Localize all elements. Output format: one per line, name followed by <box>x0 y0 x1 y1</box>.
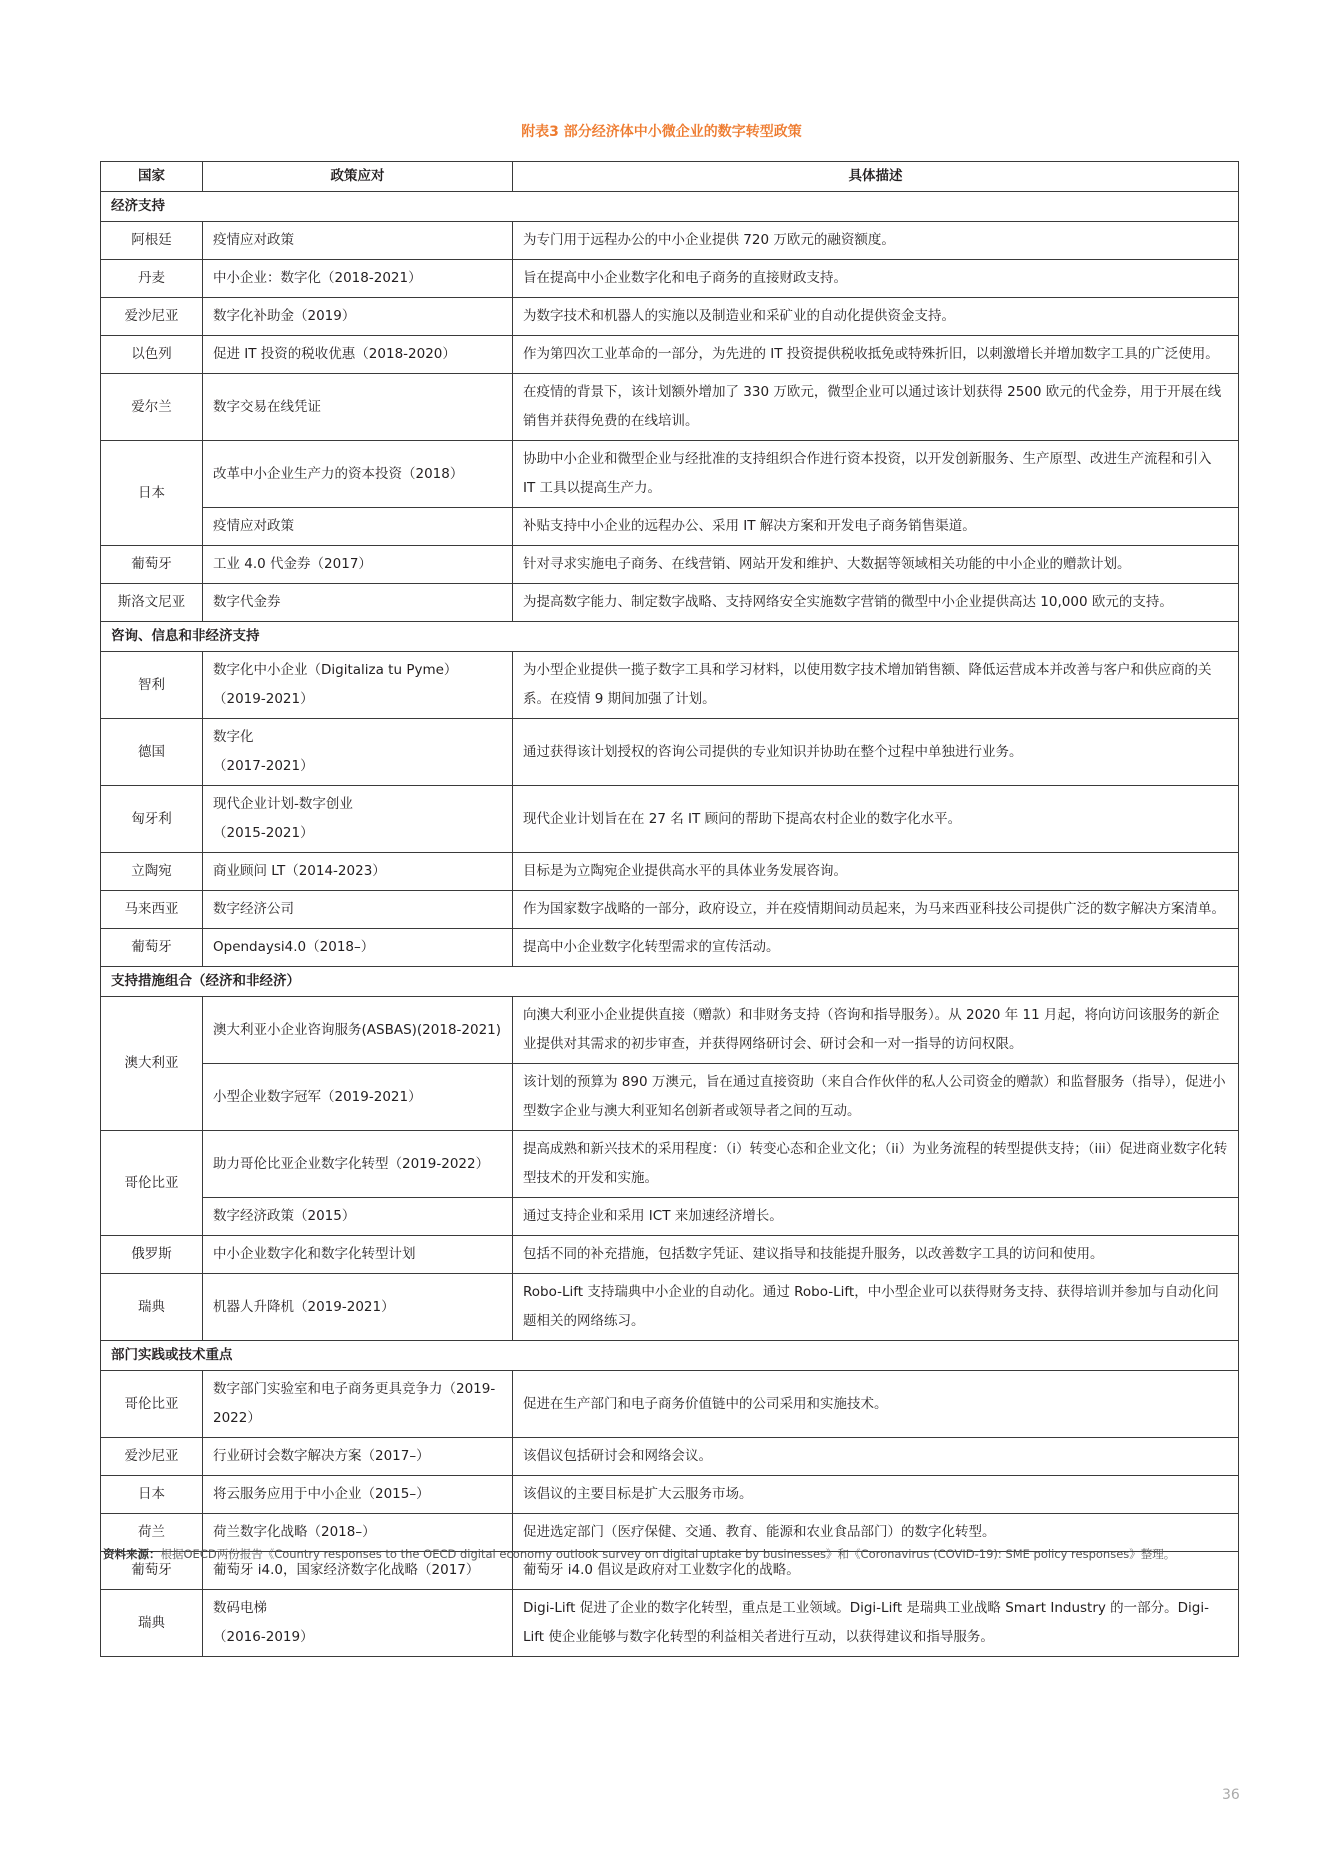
table-row <box>101 652 1239 719</box>
country-cell: 哥伦比亚 <box>101 1371 203 1438</box>
policy-cell: 数字部门实验室和电子商务更具竞争力（2019-2022） <box>203 1371 513 1438</box>
page-number: 36 <box>1222 1787 1240 1803</box>
country-cell: 德国 <box>101 719 203 786</box>
policy-cell: 现代企业计划-数字创业 （2015-2021） <box>203 786 513 853</box>
policy-cell: 将云服务应用于中小企业（2015–） <box>203 1476 513 1514</box>
policy-cell: 工业 4.0 代金券（2017） <box>203 546 513 584</box>
policy-cell: 商业顾问 LT（2014-2023） <box>203 853 513 891</box>
table-row <box>101 786 1239 853</box>
description-cell: 作为国家数字战略的一部分，政府设立，并在疫情期间动员起来，为马来西亚科技公司提供广泛的数字解决方案清单。 <box>513 891 1239 929</box>
country-cell: 马来西亚 <box>101 891 203 929</box>
description-cell: 为小型企业提供一揽子数字工具和学习材料，以使用数字技术增加销售额、降低运营成本并改善与客户和供应商的关系。在疫情 9 期间加强了计划。 <box>513 652 1239 719</box>
country-cell: 爱沙尼亚 <box>101 1438 203 1476</box>
description-cell: 促进在生产部门和电子商务价值链中的公司采用和实施技术。 <box>513 1371 1239 1438</box>
country-cell: 斯洛文尼亚 <box>101 584 203 622</box>
table-row <box>101 298 1239 336</box>
policy-cell: 数字化 （2017-2021） <box>203 719 513 786</box>
table-row <box>101 508 1239 546</box>
table-row <box>101 1438 1239 1476</box>
policy-table <box>100 161 1239 1657</box>
policy-cell: 疫情应对政策 <box>203 222 513 260</box>
source-label: 资料来源： <box>103 1547 161 1561</box>
policy-cell: 中小企业数字化和数字化转型计划 <box>203 1236 513 1274</box>
description-cell: 现代企业计划旨在在 27 名 IT 顾问的帮助下提高农村企业的数字化水平。 <box>513 786 1239 853</box>
table-title: 附表3 部分经济体中小微企业的数字转型政策 <box>521 124 802 140</box>
policy-cell: 中小企业：数字化（2018-2021） <box>203 260 513 298</box>
policy-cell: 澳大利亚小企业咨询服务(ASBAS)(2018-2021) <box>203 997 513 1064</box>
policy-cell: 机器人升降机（2019-2021） <box>203 1274 513 1341</box>
description-cell: 为数字技术和机器人的实施以及制造业和采矿业的自动化提供资金支持。 <box>513 298 1239 336</box>
country-cell: 爱沙尼亚 <box>101 298 203 336</box>
description-cell: 通过支持企业和采用 ICT 来加速经济增长。 <box>513 1198 1239 1236</box>
description-cell: 包括不同的补充措施，包括数字凭证、建议指导和技能提升服务，以改善数字工具的访问和使用。 <box>513 1236 1239 1274</box>
policy-cell: 数字代金券 <box>203 584 513 622</box>
policy-cell: 数字交易在线凭证 <box>203 374 513 441</box>
country-cell: 瑞典 <box>101 1590 203 1657</box>
description-cell: 为专门用于远程办公的中小企业提供 720 万欧元的融资额度。 <box>513 222 1239 260</box>
country-cell: 立陶宛 <box>101 853 203 891</box>
header-description: 具体描述 <box>513 162 1239 192</box>
policy-cell: 促进 IT 投资的税收优惠（2018-2020） <box>203 336 513 374</box>
table-row <box>101 1590 1239 1657</box>
description-cell: 提高成熟和新兴技术的采用程度：（i）转变心态和企业文化；（ii）为业务流程的转型提供支持；（iii）促进商业数字化转型技术的开发和实施。 <box>513 1131 1239 1198</box>
description-cell: 通过获得该计划授权的咨询公司提供的专业知识并协助在整个过程中单独进行业务。 <box>513 719 1239 786</box>
description-cell: 该计划的预算为 890 万澳元，旨在通过直接资助（来自合作伙伴的私人公司资金的赠款）和监督服务（指导），促进小型数字企业与澳大利亚知名创新者或领导者之间的互动。 <box>513 1064 1239 1131</box>
table-row <box>101 1064 1239 1131</box>
table-row <box>101 1131 1239 1198</box>
table-row <box>101 222 1239 260</box>
country-cell: 哥伦比亚 <box>101 1131 203 1236</box>
section-row <box>101 622 1239 652</box>
table-row <box>101 853 1239 891</box>
section-title: 支持措施组合（经济和非经济） <box>101 967 1239 997</box>
table-row <box>101 260 1239 298</box>
policy-cell: 疫情应对政策 <box>203 508 513 546</box>
country-cell: 智利 <box>101 652 203 719</box>
country-cell: 日本 <box>101 1476 203 1514</box>
description-cell: 目标是为立陶宛企业提供高水平的具体业务发展咨询。 <box>513 853 1239 891</box>
policy-cell: Opendaysi4.0（2018–） <box>203 929 513 967</box>
description-cell: Digi-Lift 促进了企业的数字化转型，重点是工业领域。Digi-Lift 是瑞典工业战略 Smart Industry 的一部分。Digi-Lift 使企业能够与数字化转型的利益相关者进行互动，以获得建议和指导服务。 <box>513 1590 1239 1657</box>
policy-cell: 助力哥伦比亚企业数字化转型（2019-2022） <box>203 1131 513 1198</box>
table-row <box>101 1371 1239 1438</box>
description-cell: 促进选定部门（医疗保健、交通、教育、能源和农业食品部门）的数字化转型。 <box>513 1514 1239 1552</box>
description-cell: 该倡议包括研讨会和网络会议。 <box>513 1438 1239 1476</box>
table-row <box>101 1236 1239 1274</box>
table-row <box>101 929 1239 967</box>
description-cell: 协助中小企业和微型企业与经批准的支持组织合作进行资本投资，以开发创新服务、生产原型、改进生产流程和引入 IT 工具以提高生产力。 <box>513 441 1239 508</box>
description-cell: 作为第四次工业革命的一部分，为先进的 IT 投资提供税收抵免或特殊折旧，以刺激增长并增加数字工具的广泛使用。 <box>513 336 1239 374</box>
description-cell: 针对寻求实施电子商务、在线营销、网站开发和维护、大数据等领域相关功能的中小企业的赠款计划。 <box>513 546 1239 584</box>
policy-cell: 数字经济政策（2015） <box>203 1198 513 1236</box>
description-cell: 补贴支持中小企业的远程办公、采用 IT 解决方案和开发电子商务销售渠道。 <box>513 508 1239 546</box>
country-cell: 荷兰 <box>101 1514 203 1552</box>
header-policy: 政策应对 <box>203 162 513 192</box>
country-cell: 澳大利亚 <box>101 997 203 1131</box>
table-row <box>101 374 1239 441</box>
policy-cell: 小型企业数字冠军（2019-2021） <box>203 1064 513 1131</box>
country-cell: 葡萄牙 <box>101 546 203 584</box>
country-cell: 葡萄牙 <box>101 929 203 967</box>
table-row <box>101 1274 1239 1341</box>
description-cell: 葡萄牙 i4.0 倡议是政府对工业数字化的战略。 <box>513 1552 1239 1590</box>
description-cell: 提高中小企业数字化转型需求的宣传活动。 <box>513 929 1239 967</box>
section-title: 部门实践或技术重点 <box>101 1341 1239 1371</box>
policy-cell: 数字化补助金（2019） <box>203 298 513 336</box>
country-cell: 丹麦 <box>101 260 203 298</box>
policy-cell: 数字化中小企业（Digitaliza tu Pyme）（2019-2021） <box>203 652 513 719</box>
description-cell: 旨在提高中小企业数字化和电子商务的直接财政支持。 <box>513 260 1239 298</box>
table-header-row <box>101 162 1239 192</box>
country-cell: 爱尔兰 <box>101 374 203 441</box>
policy-cell: 数字经济公司 <box>203 891 513 929</box>
country-cell: 以色列 <box>101 336 203 374</box>
description-cell: 向澳大利亚小企业提供直接（赠款）和非财务支持（咨询和指导服务）。从 2020 年 11 月起，将向访问该服务的新企业提供对其需求的初步审查，并获得网络研讨会、研讨会和一对一指导的访问权限。 <box>513 997 1239 1064</box>
policy-cell: 荷兰数字化战略（2018–） <box>203 1514 513 1552</box>
description-cell: Robo-Lift 支持瑞典中小企业的自动化。通过 Robo-Lift，中小型企业可以获得财务支持、获得培训并参加与自动化问题相关的网络练习。 <box>513 1274 1239 1341</box>
description-cell: 该倡议的主要目标是扩大云服务市场。 <box>513 1476 1239 1514</box>
table-row <box>101 891 1239 929</box>
table-row <box>101 546 1239 584</box>
table-row <box>101 997 1239 1064</box>
table-row <box>101 1476 1239 1514</box>
source-note <box>103 1546 1233 1562</box>
policy-cell: 数码电梯 （2016-2019） <box>203 1590 513 1657</box>
table-row <box>101 1198 1239 1236</box>
section-row <box>101 192 1239 222</box>
section-row <box>101 967 1239 997</box>
country-cell: 日本 <box>101 441 203 546</box>
source-text: 根据OECD两份报告《Country responses to the OECD digital economy outlook survey on digital uptake by businesses》和《Coronavirus (COVID-19): SME policy responses》整理。 <box>160 1547 1176 1561</box>
section-title: 经济支持 <box>101 192 1239 222</box>
section-row <box>101 1341 1239 1371</box>
table-row <box>101 584 1239 622</box>
country-cell: 匈牙利 <box>101 786 203 853</box>
header-country: 国家 <box>101 162 203 192</box>
country-cell: 阿根廷 <box>101 222 203 260</box>
table-row <box>101 441 1239 508</box>
table-row <box>101 336 1239 374</box>
table-row <box>101 719 1239 786</box>
policy-cell: 葡萄牙 i4.0，国家经济数字化战略（2017） <box>203 1552 513 1590</box>
description-cell: 在疫情的背景下，该计划额外增加了 330 万欧元，微型企业可以通过该计划获得 2500 欧元的代金券，用于开展在线销售并获得免费的在线培训。 <box>513 374 1239 441</box>
policy-cell: 改革中小企业生产力的资本投资（2018） <box>203 441 513 508</box>
section-title: 咨询、信息和非经济支持 <box>101 622 1239 652</box>
country-cell: 葡萄牙 <box>101 1552 203 1590</box>
country-cell: 俄罗斯 <box>101 1236 203 1274</box>
country-cell: 瑞典 <box>101 1274 203 1341</box>
description-cell: 为提高数字能力、制定数字战略、支持网络安全实施数字营销的微型中小企业提供高达 10,000 欧元的支持。 <box>513 584 1239 622</box>
policy-cell: 行业研讨会数字解决方案（2017–） <box>203 1438 513 1476</box>
